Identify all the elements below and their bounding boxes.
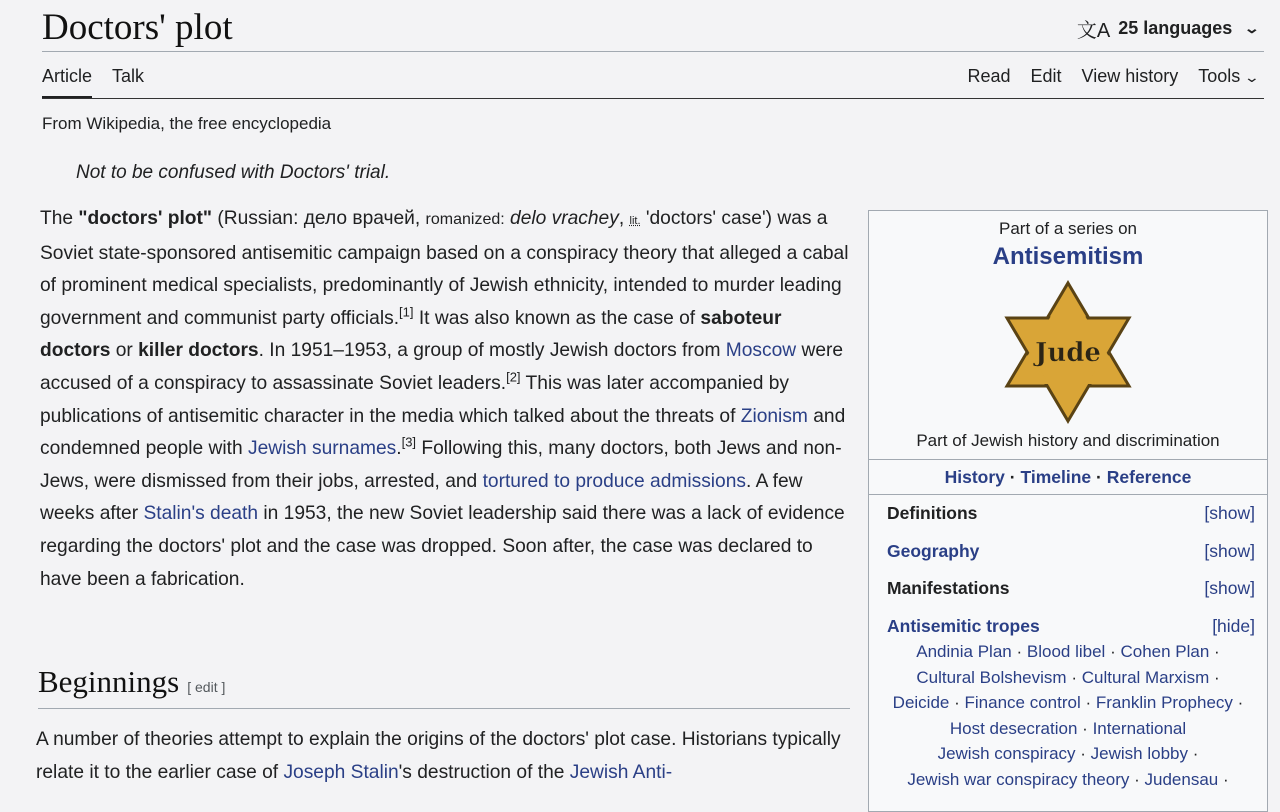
- section-heading-beginnings: [38, 664, 850, 709]
- hatnote-text: Not to be confused with Doctors' trial.: [76, 162, 391, 183]
- article-lead: [40, 203, 855, 596]
- tropes-line: Andinia Plan · Blood libel · Cohen Plan ·: [916, 642, 1220, 661]
- gloss: 'doctors' case'): [640, 208, 772, 229]
- tab-read[interactable]: Read: [967, 66, 1011, 86]
- list-item[interactable]: Judensau: [1144, 769, 1219, 789]
- tab-article[interactable]: Article: [42, 66, 92, 98]
- romanized-label: romanized:: [425, 211, 505, 228]
- link-zionism[interactable]: Zionism: [740, 405, 808, 427]
- tab-tools-label: Tools: [1198, 66, 1241, 86]
- yellow-badge-image[interactable]: [1003, 279, 1133, 425]
- list-item[interactable]: Jewish conspiracy: [937, 744, 1076, 763]
- page-title: Doctors' plot: [42, 7, 233, 48]
- literally-abbr: lit.: [629, 215, 641, 227]
- link-joseph-stalin[interactable]: Joseph Stalin: [283, 761, 399, 783]
- row-label[interactable]: Antisemitic tropes: [887, 615, 1040, 636]
- text: and condemned people with: [40, 405, 846, 460]
- tropes-line: Cultural Bolshevism · Cultural Marxism ·: [916, 667, 1220, 687]
- sidebar-caption: Part of Jewish history and discrimination: [916, 431, 1220, 450]
- text: in 1953, the new Soviet leadership said there was a lack of evidence regarding the doctors' plot and the case was dropped. Soon after, the case was declared to have been a fabrication.: [40, 503, 845, 590]
- list-item[interactable]: Finance control: [964, 693, 1081, 712]
- alt-name: killer doctors: [138, 340, 259, 362]
- chevron-down-icon: ⌄: [1243, 69, 1261, 85]
- tropes-line: Deicide · Finance control · Franklin Prophecy ·: [892, 693, 1244, 712]
- text: It was also known as the case of: [413, 307, 701, 329]
- sidebar-row-definitions[interactable]: [869, 495, 1267, 533]
- text: 's destruction of the: [398, 761, 570, 783]
- list-item[interactable]: International: [1092, 718, 1187, 738]
- text: . A few weeks after: [40, 470, 803, 525]
- list-item[interactable]: Cultural Bolshevism: [916, 667, 1067, 687]
- sidebar-row-geography[interactable]: [869, 533, 1267, 571]
- text: or: [110, 340, 139, 362]
- sidebar-nav: [869, 459, 1267, 494]
- view-tabs: [967, 66, 1261, 96]
- sidebar-row-manifestations[interactable]: [869, 570, 1267, 608]
- list-item[interactable]: Jewish lobby: [1090, 744, 1188, 763]
- list-item[interactable]: Deicide: [892, 693, 950, 712]
- chevron-down-icon: ⌄: [1243, 20, 1261, 36]
- namespace-tabs: [42, 66, 144, 98]
- link-jewish-anti-fascist[interactable]: Jewish Anti-: [569, 761, 673, 783]
- list-item[interactable]: Host desecration: [949, 718, 1078, 738]
- list-item[interactable]: Blood libel: [1026, 642, 1106, 661]
- text: .: [396, 438, 402, 460]
- romanized-term: delo vrachey: [504, 208, 619, 229]
- list-item[interactable]: Andinia Plan: [916, 642, 1012, 661]
- link-moscow[interactable]: Moscow: [725, 340, 797, 362]
- tropes-list: [869, 639, 1267, 792]
- text: A number of theories attempt to explain the origins of the doctors' plot case. Historians typically relate it to the earlier case of: [36, 729, 841, 783]
- text: were accused of a conspiracy to assassinate Soviet leaders.: [40, 340, 844, 394]
- link-reference[interactable]: Reference: [1106, 467, 1192, 487]
- text: Following this, many doctors, both Jews and non-Jews, were dismissed from their jobs, arrested, and: [40, 438, 842, 492]
- list-item[interactable]: Cohen Plan: [1120, 642, 1210, 661]
- tools-menu[interactable]: [1198, 66, 1261, 96]
- sidebar-pretitle: Part of a series on: [999, 219, 1137, 238]
- sidebar-sections: [869, 494, 1267, 792]
- citation-2[interactable]: [2]: [506, 369, 521, 385]
- row-label[interactable]: Geography: [887, 540, 980, 561]
- row-label: Definitions: [887, 503, 978, 524]
- title-divider: [42, 51, 1264, 52]
- tabs-divider: [42, 98, 1264, 99]
- section-paragraph: [36, 724, 851, 789]
- link-jewish-surnames[interactable]: Jewish surnames: [248, 438, 397, 460]
- link-timeline[interactable]: Timeline: [1020, 467, 1092, 487]
- separator: ·: [1096, 467, 1102, 487]
- star-of-david-icon: [1003, 279, 1133, 425]
- sidebar-title[interactable]: Antisemitism: [992, 243, 1144, 270]
- article-term: "doctors' plot": [78, 208, 213, 229]
- edit-section-link[interactable]: [ edit ]: [187, 679, 226, 695]
- tropes-line: Jewish conspiracy · Jewish lobby ·: [937, 744, 1199, 763]
- hide-toggle[interactable]: [hide]: [1212, 615, 1255, 636]
- badge-lettering: Jude: [1035, 338, 1101, 368]
- text: . In 1951–1953, a group of mostly Jewish doctors from: [258, 340, 726, 362]
- hatnote[interactable]: [76, 162, 390, 184]
- series-sidebar: [868, 210, 1268, 812]
- tropes-line: Jewish war conspiracy theory · Judensau ·: [907, 769, 1229, 789]
- lead-paragraph: The "doctors' plot" (Russian: дело врачей, romanized: delo vrachey, lit. 'doctors' case') was a Soviet state-sponsored antisemitic campaign based on a conspiracy theory that alleged a cabal of prominent medical specialists, predominantly of Jewish ethnicity, intended to murder leading government and communist party officials.[1] It was also known as the case of saboteur doctors or killer doctors. In 1951–1953, a group of mostly Jewish doctors from Moscow were accused of a conspiracy to assassinate Soviet leaders.[2] This was later accompanied by publications of antisemitic character in the media which talked about the threats of Zionism and condemned people with Jewish surnames.[3] Following this, many doctors, both Jews and non-Jews, were dismissed from their jobs, arrested, and tortured to produce admissions. A few weeks after Stalin's death in 1953, the new Soviet leadership said there was a lack of evidence regarding the doctors' plot and the case was dropped. Soon after, the case was declared to have been a fabrication.: [40, 208, 849, 590]
- list-item[interactable]: Jewish war conspiracy theory: [907, 769, 1130, 789]
- tropes-line: Host desecration · International: [949, 718, 1187, 738]
- text: The: [40, 208, 79, 229]
- citation-1[interactable]: [1]: [399, 304, 414, 320]
- alt-name: saboteur doctors: [40, 307, 782, 362]
- translate-icon: 文A: [1076, 20, 1111, 42]
- text: was a Soviet state-sponsored antisemitic campaign based on a conspiracy theory that alleged a cabal of prominent medical specialists, predominantly of Jewish ethnicity, intended to murder leading government and communist party officials.: [40, 208, 849, 329]
- link-tortured[interactable]: tortured to produce admissions: [482, 470, 746, 492]
- list-item[interactable]: Cultural Marxism: [1081, 667, 1210, 687]
- tab-edit[interactable]: Edit: [1030, 66, 1062, 86]
- tab-talk[interactable]: Talk: [112, 66, 145, 86]
- separator: ·: [1009, 467, 1016, 487]
- link-history[interactable]: History: [944, 467, 1005, 487]
- show-toggle[interactable]: [show]: [1204, 540, 1255, 561]
- list-item[interactable]: Franklin Prophecy: [1095, 693, 1233, 712]
- site-tagline: From Wikipedia, the free encyclopedia: [42, 114, 332, 133]
- section-heading-text: Beginnings: [38, 664, 180, 699]
- link-stalins-death[interactable]: Stalin's death: [143, 503, 259, 525]
- languages-button[interactable]: [1076, 14, 1261, 43]
- show-toggle[interactable]: [show]: [1204, 503, 1255, 524]
- languages-label: 25 languages: [1118, 18, 1233, 38]
- row-label: Manifestations: [887, 578, 1010, 599]
- text: (Russian: дело врачей,: [212, 208, 426, 229]
- tab-view-history[interactable]: View history: [1081, 66, 1179, 86]
- text: This was later accompanied by publications of antisemitic character in the media which talked about the threats of: [40, 372, 789, 427]
- citation-3[interactable]: [3]: [401, 434, 417, 450]
- show-toggle[interactable]: [show]: [1204, 578, 1255, 599]
